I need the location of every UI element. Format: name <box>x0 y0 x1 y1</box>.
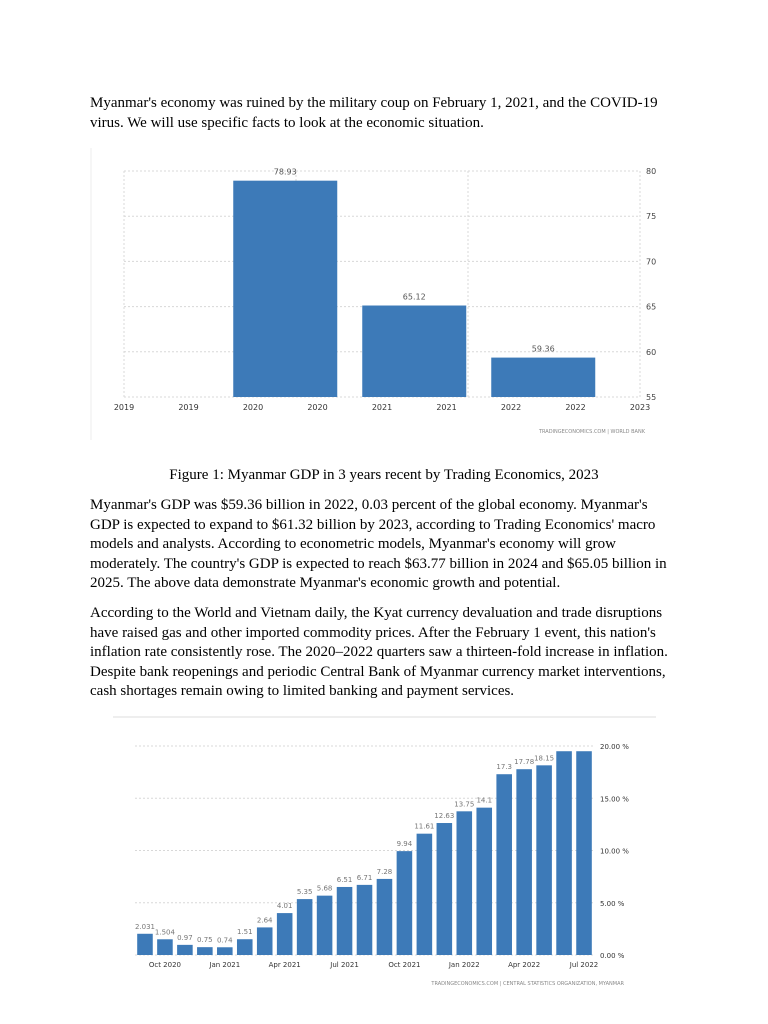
bar <box>137 934 153 955</box>
y-tick-label: 70 <box>646 257 657 267</box>
bar <box>177 945 193 955</box>
x-tick-label: Oct 2021 <box>388 961 421 969</box>
bar <box>277 913 293 955</box>
inflation-paragraph: According to the World and Vietnam daily, the Kyat currency devaluation and trade disruptions have raised gas and other imported commodity prices. After the February 1 event, this nation's inflation rate consistently rose. The 2020–2022 quarters saw a thirteen-fold increase in inflation. Despite bank reopenings and periodic Central Bank of Myanmar currency market interventions, cash shortages remain owing to limited banking and payment services. <box>90 605 668 700</box>
bar-value-label: 17.3 <box>496 763 512 772</box>
bar-value-label: 14.1 <box>476 796 493 805</box>
bar <box>197 947 213 955</box>
bar <box>297 899 313 955</box>
x-tick-label: Jan 2022 <box>448 961 480 969</box>
bar-value-label: 65.12 <box>402 292 426 302</box>
bar <box>362 306 466 397</box>
chart-source-label: TRADINGECONOMICS.COM | WORLD BANK <box>538 429 645 435</box>
bar <box>217 947 233 955</box>
bar <box>337 887 353 955</box>
y-tick-label: 5.00 % <box>600 899 625 908</box>
bar <box>233 181 337 397</box>
bar-value-label: 6.51 <box>336 875 353 884</box>
y-tick-label: 20.00 % <box>600 743 629 751</box>
bar <box>556 751 572 955</box>
bar-value-label: 12.63 <box>434 812 455 821</box>
x-tick-label: 2021 <box>436 403 457 412</box>
bar-value-label: 4.01 <box>276 902 293 911</box>
bar <box>397 851 413 955</box>
bar <box>257 927 273 955</box>
intro-paragraph: Myanmar's economy was ruined by the military coup on February 1, 2021, and the COVID-19 virus. We will use specific facts to look at the economic situation. <box>90 95 658 131</box>
x-tick-label: 2023 <box>629 403 651 412</box>
gdp-paragraph: Myanmar's GDP was $59.36 billion in 2022, 0.03 percent of the global economy. Myanmar's GDP is expected to expand to $61.32 billion by 2023, according to Trading Economics' macro models and analysts. According to econometric models, Myanmar's economy will grow moderately. The country's GDP is expected to reach $63.77 billion in 2024 and $65.05 billion in 2025. The above data demonstrate Myanmar's economic growth and potential. <box>90 497 667 592</box>
bar <box>317 896 333 955</box>
bar-value-label: 0.75 <box>197 936 213 945</box>
bar-value-label: 11.61 <box>414 822 435 831</box>
bar <box>377 879 393 955</box>
bar-value-label: 2.64 <box>256 916 273 925</box>
bar <box>437 823 453 955</box>
x-tick-label: Jul 2022 <box>569 961 599 969</box>
bar-value-label: 18.15 <box>534 754 555 763</box>
figure-1-caption: Figure 1: Myanmar GDP in 3 years recent by Trading Economics, 2023 <box>169 467 599 483</box>
x-tick-label: Apr 2021 <box>268 961 301 969</box>
bar <box>576 751 592 955</box>
bar <box>417 834 433 955</box>
bar <box>157 939 173 955</box>
x-tick-label: 2022 <box>500 403 522 412</box>
bar-value-label: 17.78 <box>514 758 535 767</box>
x-tick-label: Oct 2020 <box>148 961 182 969</box>
y-tick-label: 60 <box>646 347 657 357</box>
bar-value-label: 78.93 <box>273 167 297 177</box>
x-tick-label: 2021 <box>371 403 393 412</box>
bar-value-label: 9.94 <box>396 840 413 849</box>
bar-value-label: 1.51 <box>236 928 253 937</box>
bar <box>237 939 253 955</box>
chart-source-label: TRADINGECONOMICS.COM | CENTRAL STATISTICS ORGANIZATION, MYANMAR <box>431 981 624 987</box>
bar-value-label: 5.68 <box>316 884 333 893</box>
bar-value-label: 1.504 <box>154 928 175 937</box>
bar <box>357 885 373 955</box>
y-tick-label: 75 <box>646 212 657 222</box>
y-tick-label: 55 <box>646 393 657 402</box>
bar <box>536 765 552 955</box>
x-tick-label: 2022 <box>565 403 586 412</box>
bar-value-label: 0.74 <box>217 936 233 945</box>
x-tick-label: 2019 <box>113 403 135 412</box>
x-tick-label: Jul 2021 <box>330 961 359 969</box>
bar <box>491 358 595 397</box>
bar-value-label: 5.35 <box>296 888 313 897</box>
bar <box>476 808 492 955</box>
x-tick-label: Jan 2021 <box>209 961 241 969</box>
y-tick-label: 15.00 % <box>600 795 629 804</box>
x-tick-label: 2019 <box>178 403 199 412</box>
bar <box>516 769 532 955</box>
bar-value-label: 6.71 <box>356 873 373 882</box>
bar-value-label: 0.97 <box>177 933 193 942</box>
bar-value-label: 13.75 <box>454 800 475 809</box>
bar <box>496 774 512 955</box>
bar-value-label: 59.36 <box>531 344 555 354</box>
bar-value-label: 2.031 <box>134 922 156 931</box>
x-tick-label: 2020 <box>307 403 328 412</box>
bar-value-label: 7.28 <box>376 867 393 876</box>
y-tick-label: 80 <box>646 167 657 176</box>
bar <box>456 811 472 955</box>
y-tick-label: 65 <box>646 302 657 312</box>
y-tick-label: 0.00 % <box>600 952 625 960</box>
x-tick-label: 2020 <box>242 403 264 412</box>
y-tick-label: 10.00 % <box>600 847 629 856</box>
x-tick-label: Apr 2022 <box>508 961 541 969</box>
